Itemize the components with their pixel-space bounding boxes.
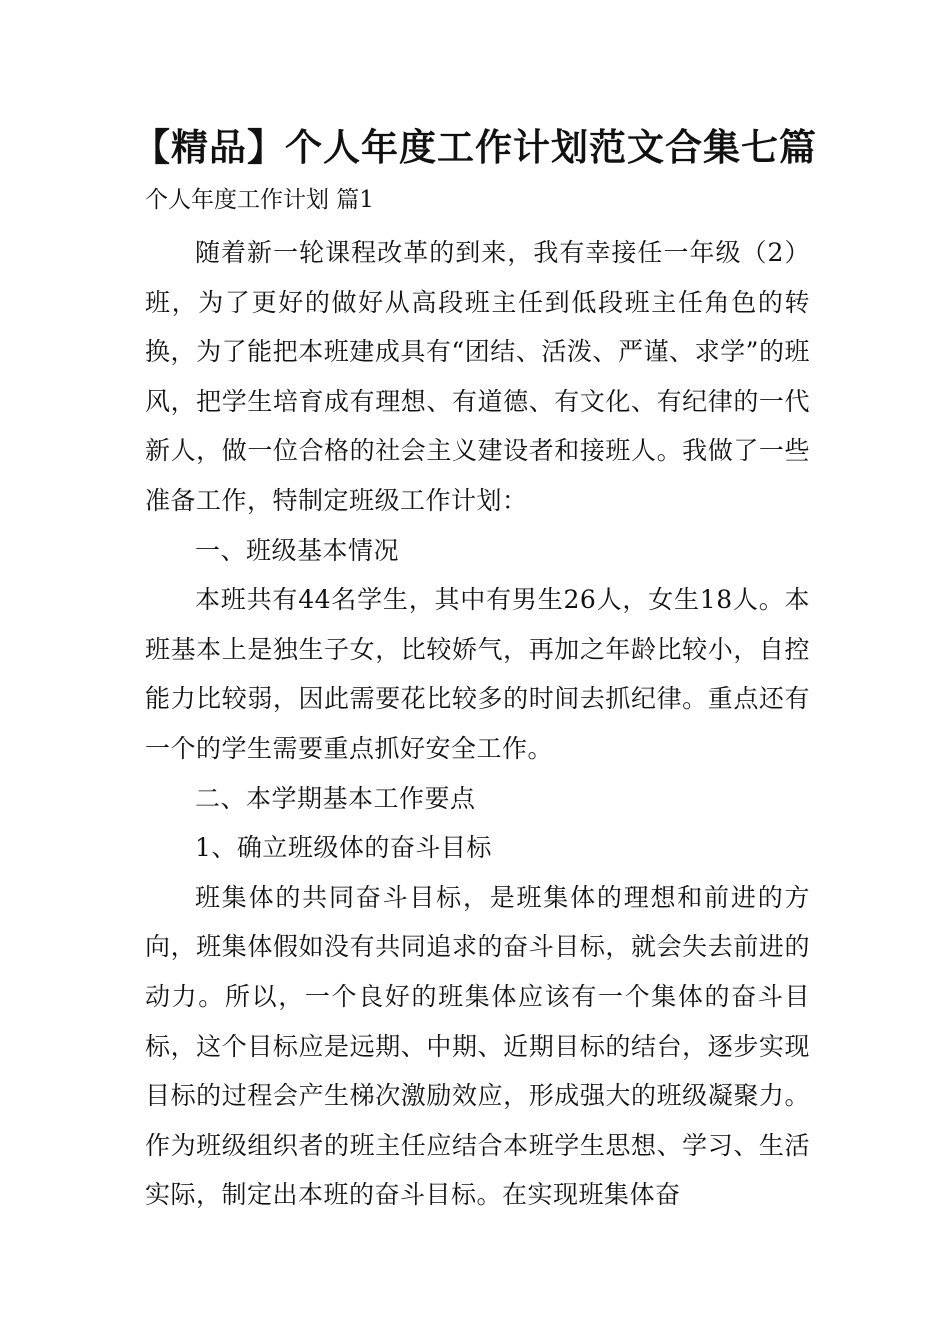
document-body [145, 228, 810, 1220]
heading-work-points: 二、本学期基本工作要点 [195, 783, 476, 813]
heading-class-situation: 一、班级基本情况 [195, 535, 400, 565]
paragraph-goal: 班集体的共同奋斗目标，是班集体的理想和前进的方向，班集体假如没有共同追求的奋斗目标，就会失去前进的动力。所以，一个良好的班集体应该有一个集体的奋斗目标，这个目标应是远期、中期、近期目标的结台，逐步实现目标的过程会产生梯次激励效应，形成强大的班级凝聚力。作为班级组织者的班主任应结合本班学生思想、学习、生活实际，制定出本班的奋斗目标。在实现班集体奋 [145, 882, 810, 1210]
section-subtitle: 个人年度工作计划 篇1 [145, 187, 374, 213]
paragraph-class-situation: 本班共有44名学生，其中有男生26人，女生18人。本班基本上是独生子女，比较娇气，再加之年龄比较小，自控能力比较弱，因此需要花比较多的时间去抓纪律。重点还有一个的学生需要重点抓好安全工作。 [145, 585, 810, 763]
heading-goal: 1、确立班级体的奋斗目标 [195, 833, 492, 863]
document-title: 【精品】个人年度工作计划范文合集七篇 [133, 126, 817, 169]
paragraph-intro: 随着新一轮课程改革的到来，我有幸接任一年级（2）班，为了更好的做好从高段班主任到低段班主任角色的转换，为了能把本班建成具有“团结、活泼、严谨、求学”的班风，把学生培育成有理想、有道德、有文化、有纪律的一代新人，做一位合格的社会主义建设者和接班人。我做了一些准备工作，特制定班级工作计划： [145, 238, 810, 515]
